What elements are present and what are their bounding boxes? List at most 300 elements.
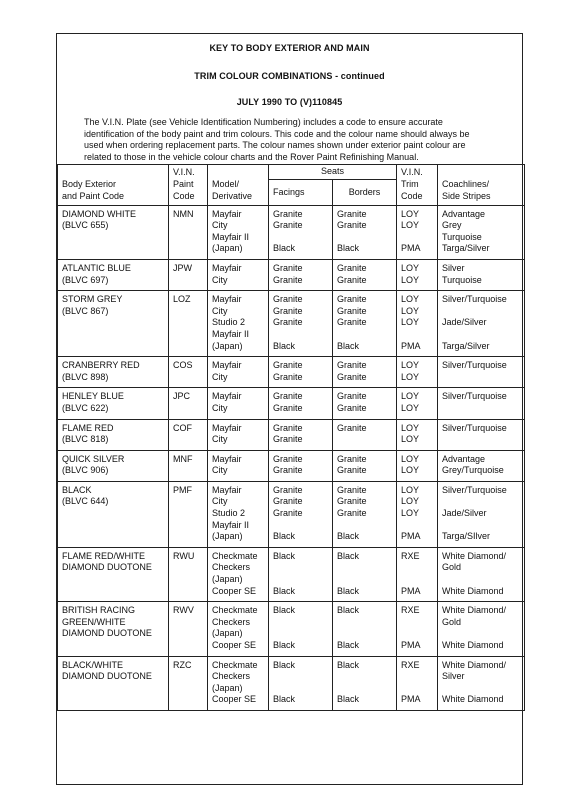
cell-line: City	[212, 434, 228, 445]
cell-model	[208, 481, 269, 547]
cell-line: Black	[273, 531, 296, 542]
cell-line: LOY	[401, 484, 420, 495]
cell-line: PMA	[401, 531, 421, 542]
cell-line	[273, 329, 328, 341]
cell-line: DIAMOND DUOTONE	[62, 671, 152, 682]
cell-coachlines	[438, 481, 525, 547]
cell-line: Granite	[337, 317, 367, 328]
cell-line: Granite	[337, 360, 367, 371]
cell-line	[401, 232, 433, 244]
cell-line: HENLEY BLUE	[62, 391, 124, 402]
cell-borders	[333, 602, 397, 656]
cell-facings	[269, 419, 333, 450]
cell-line	[337, 574, 392, 586]
cell-borders	[333, 547, 397, 601]
cell-line: Studio 2	[212, 317, 246, 328]
cell-borders	[333, 259, 397, 290]
cell-facings	[269, 547, 333, 601]
cell-line: Black	[273, 605, 296, 616]
cell-facings	[269, 291, 333, 357]
cell-coachlines	[438, 291, 525, 357]
cell-line: QUICK SILVER	[62, 453, 125, 464]
cell-line: Mayfair	[212, 262, 242, 273]
cell-line: LOY	[401, 220, 420, 231]
cell-body-exterior	[58, 259, 169, 290]
cell-line: (Japan)	[212, 628, 243, 639]
cell-line: City	[212, 371, 228, 382]
table-row	[58, 547, 525, 601]
cell-line: Checkmate	[212, 605, 258, 616]
cell-paint-code	[169, 450, 208, 481]
cell-facings	[269, 388, 333, 419]
cell-line: White Diamond	[442, 585, 504, 596]
cell-facings	[269, 481, 333, 547]
cell-line: Mayfair	[212, 208, 242, 219]
cell-coachlines	[438, 388, 525, 419]
cell-line: Black	[273, 243, 296, 254]
cell-line: Granite	[273, 465, 303, 476]
cell-line	[442, 496, 520, 508]
cell-line	[337, 562, 392, 574]
cell-line: Black	[337, 585, 360, 596]
cell-line: Cooper SE	[212, 694, 257, 705]
cell-line: LOY	[401, 434, 420, 445]
cell-line	[401, 562, 433, 574]
cell-line: Granite	[337, 208, 367, 219]
cell-line	[401, 574, 433, 586]
cell-line: Granite	[273, 305, 303, 316]
cell-line: Mayfair	[212, 422, 242, 433]
cell-line: Granite	[273, 371, 303, 382]
cell-line: (BLVC 622)	[62, 402, 109, 413]
cell-line: Cooper SE	[212, 640, 257, 650]
cell-line	[442, 520, 520, 532]
cell-line: MNF	[173, 453, 193, 464]
cell-line: Black	[337, 340, 360, 351]
cell-line: Silver/Turquoise	[442, 484, 507, 495]
cell-coachlines	[438, 205, 525, 259]
cell-facings	[269, 656, 333, 710]
cell-model	[208, 547, 269, 601]
cell-line	[442, 683, 520, 695]
cell-line: LOY	[401, 317, 420, 328]
cell-line	[273, 671, 328, 683]
cell-line: Granite	[337, 465, 367, 476]
cell-borders	[333, 419, 397, 450]
cell-line: Granite	[273, 422, 303, 433]
cell-line	[273, 562, 328, 574]
cell-facings	[269, 357, 333, 388]
cell-paint-code	[169, 388, 208, 419]
cell-line: LOY	[401, 274, 420, 285]
cell-line: White Diamond/	[442, 659, 507, 670]
cell-trim-code	[397, 357, 438, 388]
cell-line: Granite	[337, 305, 367, 316]
cell-line: Granite	[273, 360, 303, 371]
cell-borders	[333, 291, 397, 357]
cell-line: Turquoise	[442, 231, 482, 242]
cell-body-exterior	[58, 450, 169, 481]
cell-line: Granite	[337, 453, 367, 464]
cell-trim-code	[397, 481, 438, 547]
cell-line: Targa/Silver	[442, 340, 490, 351]
cell-model	[208, 205, 269, 259]
cell-line: RWU	[173, 550, 195, 561]
header-model-derivative: Model/ Derivative	[208, 165, 269, 206]
cell-model	[208, 419, 269, 450]
cell-line: Black	[337, 605, 360, 616]
cell-line: PMA	[401, 640, 421, 650]
cell-borders	[333, 388, 397, 419]
cell-line: STORM GREY	[62, 294, 123, 305]
cell-coachlines	[438, 259, 525, 290]
cell-line: RXE	[401, 550, 420, 561]
header-facings: Facings	[269, 180, 333, 206]
cell-line: Black	[273, 550, 296, 561]
cell-model	[208, 450, 269, 481]
cell-line: (BLVC 898)	[62, 371, 109, 382]
cell-line	[337, 232, 392, 244]
cell-borders	[333, 357, 397, 388]
cell-line: White Diamond/	[442, 550, 507, 561]
header-borders: Borders	[333, 180, 397, 206]
cell-line: Silver/Turquoise	[442, 422, 507, 433]
cell-line: Gold	[442, 562, 462, 573]
cell-facings	[269, 205, 333, 259]
cell-line: Granite	[337, 402, 367, 413]
cell-line	[273, 520, 328, 532]
cell-line: Checkmate	[212, 550, 258, 561]
cell-trim-code	[397, 419, 438, 450]
cell-body-exterior	[58, 656, 169, 710]
cell-line: Checkers	[212, 616, 251, 627]
cell-line: (Japan)	[212, 340, 243, 351]
cell-line	[337, 683, 392, 695]
cell-line	[273, 683, 328, 695]
cell-line: White Diamond	[442, 694, 504, 705]
cell-line: Granite	[273, 508, 303, 519]
cell-line: Checkmate	[212, 659, 258, 670]
cell-line: Black	[337, 659, 360, 670]
cell-line	[401, 683, 433, 695]
cell-line: Black	[337, 550, 360, 561]
cell-trim-code	[397, 450, 438, 481]
cell-line: Black	[337, 531, 360, 542]
cell-line: LOY	[401, 360, 420, 371]
cell-line: (Japan)	[212, 682, 243, 693]
cell-line: DIAMOND WHITE	[62, 208, 136, 219]
cell-line: LOY	[401, 305, 420, 316]
cell-line: LOY	[401, 508, 420, 519]
cell-line: Studio 2	[212, 508, 246, 519]
table-row	[58, 419, 525, 450]
cell-line: Targa/SIlver	[442, 531, 491, 542]
cell-line: Mayfair	[212, 484, 242, 495]
cell-line: Mayfair II	[212, 519, 250, 530]
cell-line: Mayfair	[212, 391, 242, 402]
cell-line: Mayfair	[212, 360, 242, 371]
cell-body-exterior	[58, 419, 169, 450]
cell-line: (BLVC 818)	[62, 434, 109, 445]
cell-line: GREEN/WHITE	[62, 616, 126, 627]
cell-line: (BLVC 867)	[62, 305, 109, 316]
cell-model	[208, 388, 269, 419]
table-row	[58, 205, 525, 259]
cell-line: Mayfair II	[212, 231, 250, 242]
cell-line: Checkers	[212, 562, 251, 573]
table-row	[58, 656, 525, 710]
cell-line: FLAME RED/WHITE	[62, 550, 146, 561]
cell-line: RZC	[173, 659, 192, 670]
cell-line: White Diamond	[442, 640, 504, 650]
cell-line: City	[212, 274, 228, 285]
document-frame	[56, 33, 523, 785]
cell-line: Checkers	[212, 671, 251, 682]
cell-line	[337, 617, 392, 629]
cell-line: Granite	[337, 262, 367, 273]
cell-line	[337, 520, 392, 532]
cell-line: JPC	[173, 391, 191, 402]
cell-line	[442, 329, 520, 341]
cell-line: City	[212, 496, 228, 507]
cell-body-exterior	[58, 481, 169, 547]
cell-line: PMA	[401, 585, 421, 596]
cell-line	[273, 574, 328, 586]
cell-line: Advantage	[442, 208, 486, 219]
cell-line: Grey	[442, 220, 462, 231]
cell-line: BRITISH RACING	[62, 605, 136, 616]
cell-body-exterior	[58, 357, 169, 388]
cell-line: Black	[273, 694, 296, 705]
table-row	[58, 481, 525, 547]
cell-line	[442, 306, 520, 318]
cell-line	[273, 628, 328, 640]
cell-model	[208, 602, 269, 656]
header-vin-paint-code: V.I.N. Paint Code	[169, 165, 208, 206]
cell-line: Granite	[337, 484, 367, 495]
cell-line: Silver	[442, 671, 465, 682]
cell-coachlines	[438, 450, 525, 481]
cell-line: CRANBERRY RED	[62, 360, 140, 371]
cell-line	[442, 628, 520, 640]
cell-line: Granite	[273, 434, 303, 445]
cell-borders	[333, 656, 397, 710]
cell-line: LOZ	[173, 294, 191, 305]
cell-line	[401, 617, 433, 629]
cell-line: LOY	[401, 465, 420, 476]
cell-line: Granite	[273, 208, 303, 219]
cell-line: Granite	[337, 274, 367, 285]
cell-line: Granite	[337, 508, 367, 519]
cell-line: Mayfair	[212, 294, 242, 305]
cell-line: Granite	[273, 453, 303, 464]
cell-trim-code	[397, 291, 438, 357]
cell-line: City	[212, 305, 228, 316]
cell-line: City	[212, 220, 228, 231]
cell-line	[337, 329, 392, 341]
cell-line	[337, 671, 392, 683]
cell-line: (BLVC 906)	[62, 465, 109, 476]
cell-line: COS	[173, 360, 193, 371]
cell-paint-code	[169, 481, 208, 547]
cell-line: Jade/Silver	[442, 508, 487, 519]
cell-paint-code	[169, 602, 208, 656]
cell-line	[401, 520, 433, 532]
cell-line: Granite	[273, 294, 303, 305]
cell-line: Turquoise	[442, 274, 482, 285]
cell-line: BLACK/WHITE	[62, 659, 124, 670]
cell-line: LOY	[401, 453, 420, 464]
cell-coachlines	[438, 602, 525, 656]
cell-line: Silver/Turquoise	[442, 360, 507, 371]
cell-paint-code	[169, 357, 208, 388]
table-row	[58, 602, 525, 656]
cell-borders	[333, 450, 397, 481]
cell-line: LOY	[401, 294, 420, 305]
cell-line: LOY	[401, 496, 420, 507]
cell-coachlines	[438, 357, 525, 388]
cell-line	[273, 617, 328, 629]
cell-paint-code	[169, 259, 208, 290]
cell-model	[208, 357, 269, 388]
cell-line: Black	[273, 640, 296, 650]
cell-line: DIAMOND DUOTONE	[62, 628, 152, 639]
cell-line: Mayfair II	[212, 328, 250, 339]
cell-model	[208, 259, 269, 290]
cell-line: Cooper SE	[212, 585, 257, 596]
cell-line: FLAME RED	[62, 422, 114, 433]
cell-line: Granite	[337, 371, 367, 382]
intro-paragraph: The V.I.N. Plate (see Vehicle Identification Numbering) includes a code to ensure accurate identification of the body paint and trim colours. This code and the colour name should always be used when ordering replacement parts. The colour names shown under exterior paint colour are related to those in the vehicle colour charts and the Rover Paint Refinishing Manual.	[84, 117, 470, 162]
heading-line-1: KEY TO BODY EXTERIOR AND MAIN	[209, 43, 370, 53]
cell-line: NMN	[173, 208, 194, 219]
cell-paint-code	[169, 547, 208, 601]
cell-line: RXE	[401, 659, 420, 670]
cell-body-exterior	[58, 547, 169, 601]
cell-coachlines	[438, 547, 525, 601]
cell-trim-code	[397, 388, 438, 419]
cell-line: Granite	[273, 220, 303, 231]
cell-line: Advantage	[442, 453, 486, 464]
cell-paint-code	[169, 419, 208, 450]
cell-line: Granite	[337, 294, 367, 305]
table-row	[58, 357, 525, 388]
cell-trim-code	[397, 259, 438, 290]
cell-line: BLACK	[62, 484, 92, 495]
header-seats: Seats	[269, 165, 397, 180]
cell-line: Black	[273, 585, 296, 596]
header-vin-trim-code: V.I.N. Trim Code	[397, 165, 438, 206]
cell-coachlines	[438, 419, 525, 450]
cell-line: Black	[273, 340, 296, 351]
cell-line: Granite	[273, 317, 303, 328]
cell-line: LOY	[401, 208, 420, 219]
header-body-exterior: Body Exterior and Paint Code	[58, 165, 169, 206]
cell-line: City	[212, 402, 228, 413]
cell-line: COF	[173, 422, 192, 433]
cell-line: Black	[337, 694, 360, 705]
cell-line	[442, 574, 520, 586]
cell-line: Granite	[337, 391, 367, 402]
cell-line: PMA	[401, 694, 421, 705]
cell-line	[401, 329, 433, 341]
cell-line: LOY	[401, 262, 420, 273]
cell-coachlines	[438, 656, 525, 710]
cell-line: LOY	[401, 402, 420, 413]
cell-line: JPW	[173, 262, 192, 273]
cell-line: Granite	[337, 220, 367, 231]
cell-line: Grey/Turquoise	[442, 465, 504, 476]
cell-body-exterior	[58, 291, 169, 357]
cell-line	[337, 628, 392, 640]
cell-line: City	[212, 465, 228, 476]
cell-line: Black	[273, 659, 296, 670]
cell-line: (Japan)	[212, 243, 243, 254]
cell-line: LOY	[401, 371, 420, 382]
cell-line: Gold	[442, 616, 462, 627]
cell-line: (BLVC 697)	[62, 274, 109, 285]
heading-line-2: TRIM COLOUR COMBINATIONS - continued	[194, 71, 385, 81]
cell-line: LOY	[401, 391, 420, 402]
cell-model	[208, 656, 269, 710]
cell-body-exterior	[58, 388, 169, 419]
table-row	[58, 450, 525, 481]
cell-line: Granite	[337, 422, 367, 433]
cell-facings	[269, 602, 333, 656]
cell-trim-code	[397, 547, 438, 601]
cell-line: (BLVC 644)	[62, 496, 109, 507]
cell-line: RWV	[173, 605, 194, 616]
cell-model	[208, 291, 269, 357]
cell-line	[401, 671, 433, 683]
cell-line: White Diamond/	[442, 605, 507, 616]
cell-line: (Japan)	[212, 574, 243, 585]
cell-line: RXE	[401, 605, 420, 616]
cell-trim-code	[397, 205, 438, 259]
cell-facings	[269, 259, 333, 290]
table-row	[58, 259, 525, 290]
cell-line: Granite	[273, 391, 303, 402]
cell-line: Black	[337, 640, 360, 650]
cell-line: LOY	[401, 422, 420, 433]
cell-line: (BLVC 655)	[62, 220, 109, 231]
cell-line: Mayfair	[212, 453, 242, 464]
heading-line-3: JULY 1990 TO (V)110845	[236, 97, 343, 107]
header-coachlines: Coachlines/ Side Stripes	[438, 165, 525, 206]
cell-line: Silver	[442, 262, 465, 273]
cell-line: Granite	[273, 484, 303, 495]
cell-line: Granite	[273, 274, 303, 285]
cell-line: Granite	[273, 496, 303, 507]
cell-paint-code	[169, 656, 208, 710]
cell-line: Granite	[273, 402, 303, 413]
cell-line: Granite	[337, 496, 367, 507]
cell-line: Granite	[273, 262, 303, 273]
cell-trim-code	[397, 602, 438, 656]
cell-paint-code	[169, 205, 208, 259]
table-row	[58, 388, 525, 419]
cell-paint-code	[169, 291, 208, 357]
cell-line: PMA	[401, 340, 421, 351]
cell-line: Jade/Silver	[442, 317, 487, 328]
cell-borders	[333, 205, 397, 259]
cell-facings	[269, 450, 333, 481]
cell-body-exterior	[58, 602, 169, 656]
colour-combination-table	[57, 164, 525, 711]
cell-line: Black	[337, 243, 360, 254]
cell-body-exterior	[58, 205, 169, 259]
cell-line: PMF	[173, 484, 192, 495]
